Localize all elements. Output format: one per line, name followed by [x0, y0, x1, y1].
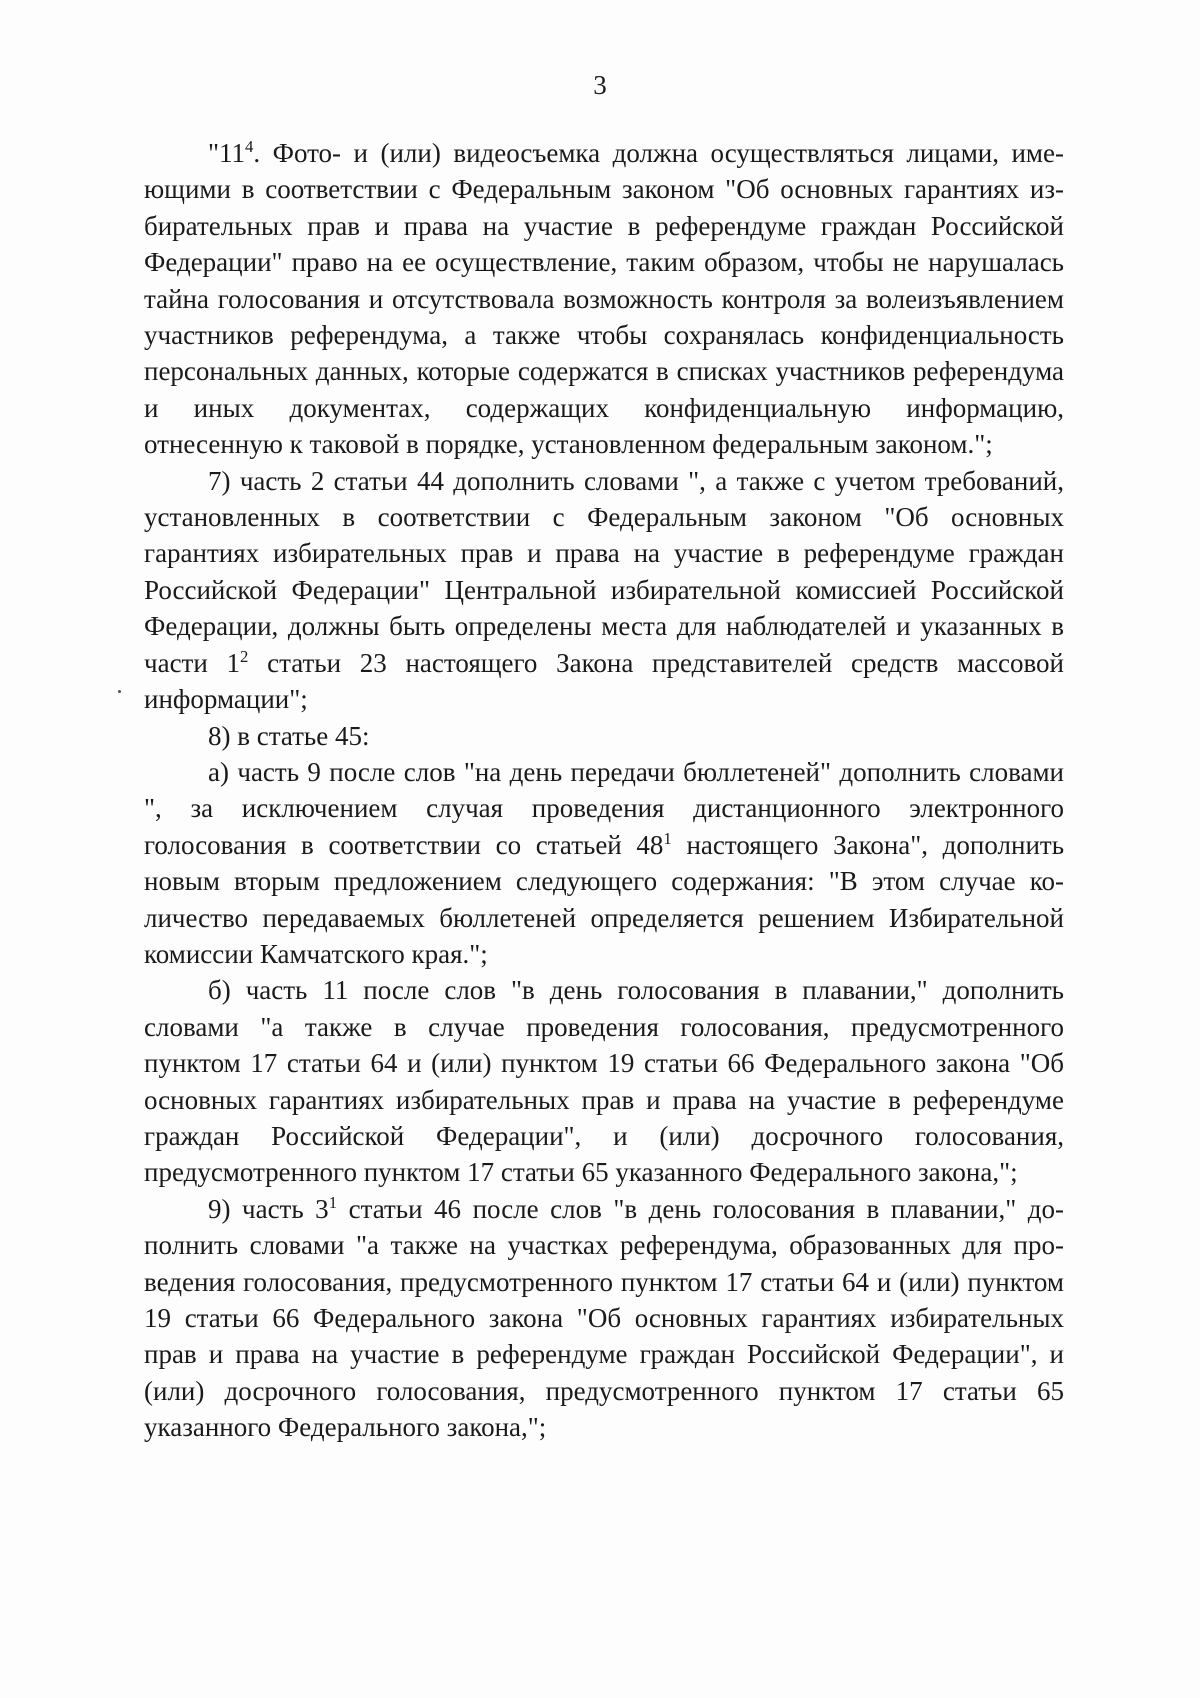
- paragraph-text: 9) часть 3: [208, 1193, 329, 1224]
- paragraph-item-8b: б) часть 11 после слов "в день голосования в плавании," дополнить словами "а также в случае проведения голосования, предусмотренного пунктом 17 статьи 64 и (или) пунктом 19 статьи 66 Федерального закона "Об основных гарантиях избирательных прав и права на участие в референдуме граждан Российской Федерации", и (или) досрочного голосования, предусмотренного пунктом 17 статьи 65 указанного Федерального закона,";: [144, 975, 1064, 1188]
- paragraph-item-8a: [144, 754, 1064, 972]
- superscript: 4: [245, 137, 254, 156]
- scan-speck: [118, 690, 121, 693]
- paragraph-item-7: [144, 463, 1064, 718]
- paragraph-item-9: [144, 1191, 1064, 1446]
- superscript: 2: [240, 646, 249, 666]
- paragraph-text: статьи 23 настоящего Закона представителей средств массовой информации";: [144, 647, 1065, 715]
- document-body: [144, 135, 1064, 1446]
- superscript: 1: [328, 1192, 338, 1212]
- paragraph-text: а) часть 9 после слов "на день передачи бюллетеней" дополнить словами ", за исключением случая проведения дистанционного электронного голосования в соответствии со статьей 48: [144, 756, 1064, 860]
- paragraph-item-8: 8) в статье 45:: [208, 720, 370, 751]
- paragraph-11-4: [144, 135, 1064, 463]
- page-number: 3: [593, 70, 607, 100]
- paragraph-text: 7) часть 2 статьи 44 дополнить словами ", а также с учетом требований, установленных в соответствии с Федеральным законом "Об основных гарантиях избирательных прав и права на участие в референдуме граждан Российской Федерации" Центральной избирательной комиссией Российской Федерации, должны быть определены места для наблюдателей и указанных в части 1: [144, 465, 1064, 678]
- paragraph-text: статьи 46 после слов "в день голосования в плавании," дополнить словами "а также на участках референдума, образованных для проведения голосования, предусмотренного пунктом 17 статьи 64 и (или) пунктом 19 статьи 66 Федерального закона "Об основных гарантиях избирательных прав и права на участие в референдуме граждан Российской Федерации", и (или) досрочного голосования, предусмотренного пунктом 17 статьи 65 указанного Федерального закона,";: [144, 1193, 1064, 1443]
- paragraph-text: настоящего Закона", дополнить новым вторым предложением следующего содержания: "В этом случае количество передаваемых бюллетеней определяется решением Избирательной комиссии Камчатского края.";: [144, 829, 1065, 969]
- superscript: 1: [663, 828, 672, 848]
- paragraph-text: "11: [208, 138, 246, 168]
- paragraph-text: . Фото- и (или) видеосъемка должна осуществляться лицами, имеющими в соответствии с Федеральным законом "Об основных гарантиях избирательных прав и права на участие в референдуме граждан Российской Федерации" право на ее осуществление, таким образом, чтобы не нарушалась тайна голосования и отсутствовала возможность контроля за волеизъявлением участников референдума, а также чтобы сохранялась конфиденциальность персональных данных, которые содержатся в списках участников референдума и иных документах, содержащих конфиденциальную информацию, отнесенную к таковой в порядке, установленном федеральным законом.";: [144, 138, 1064, 460]
